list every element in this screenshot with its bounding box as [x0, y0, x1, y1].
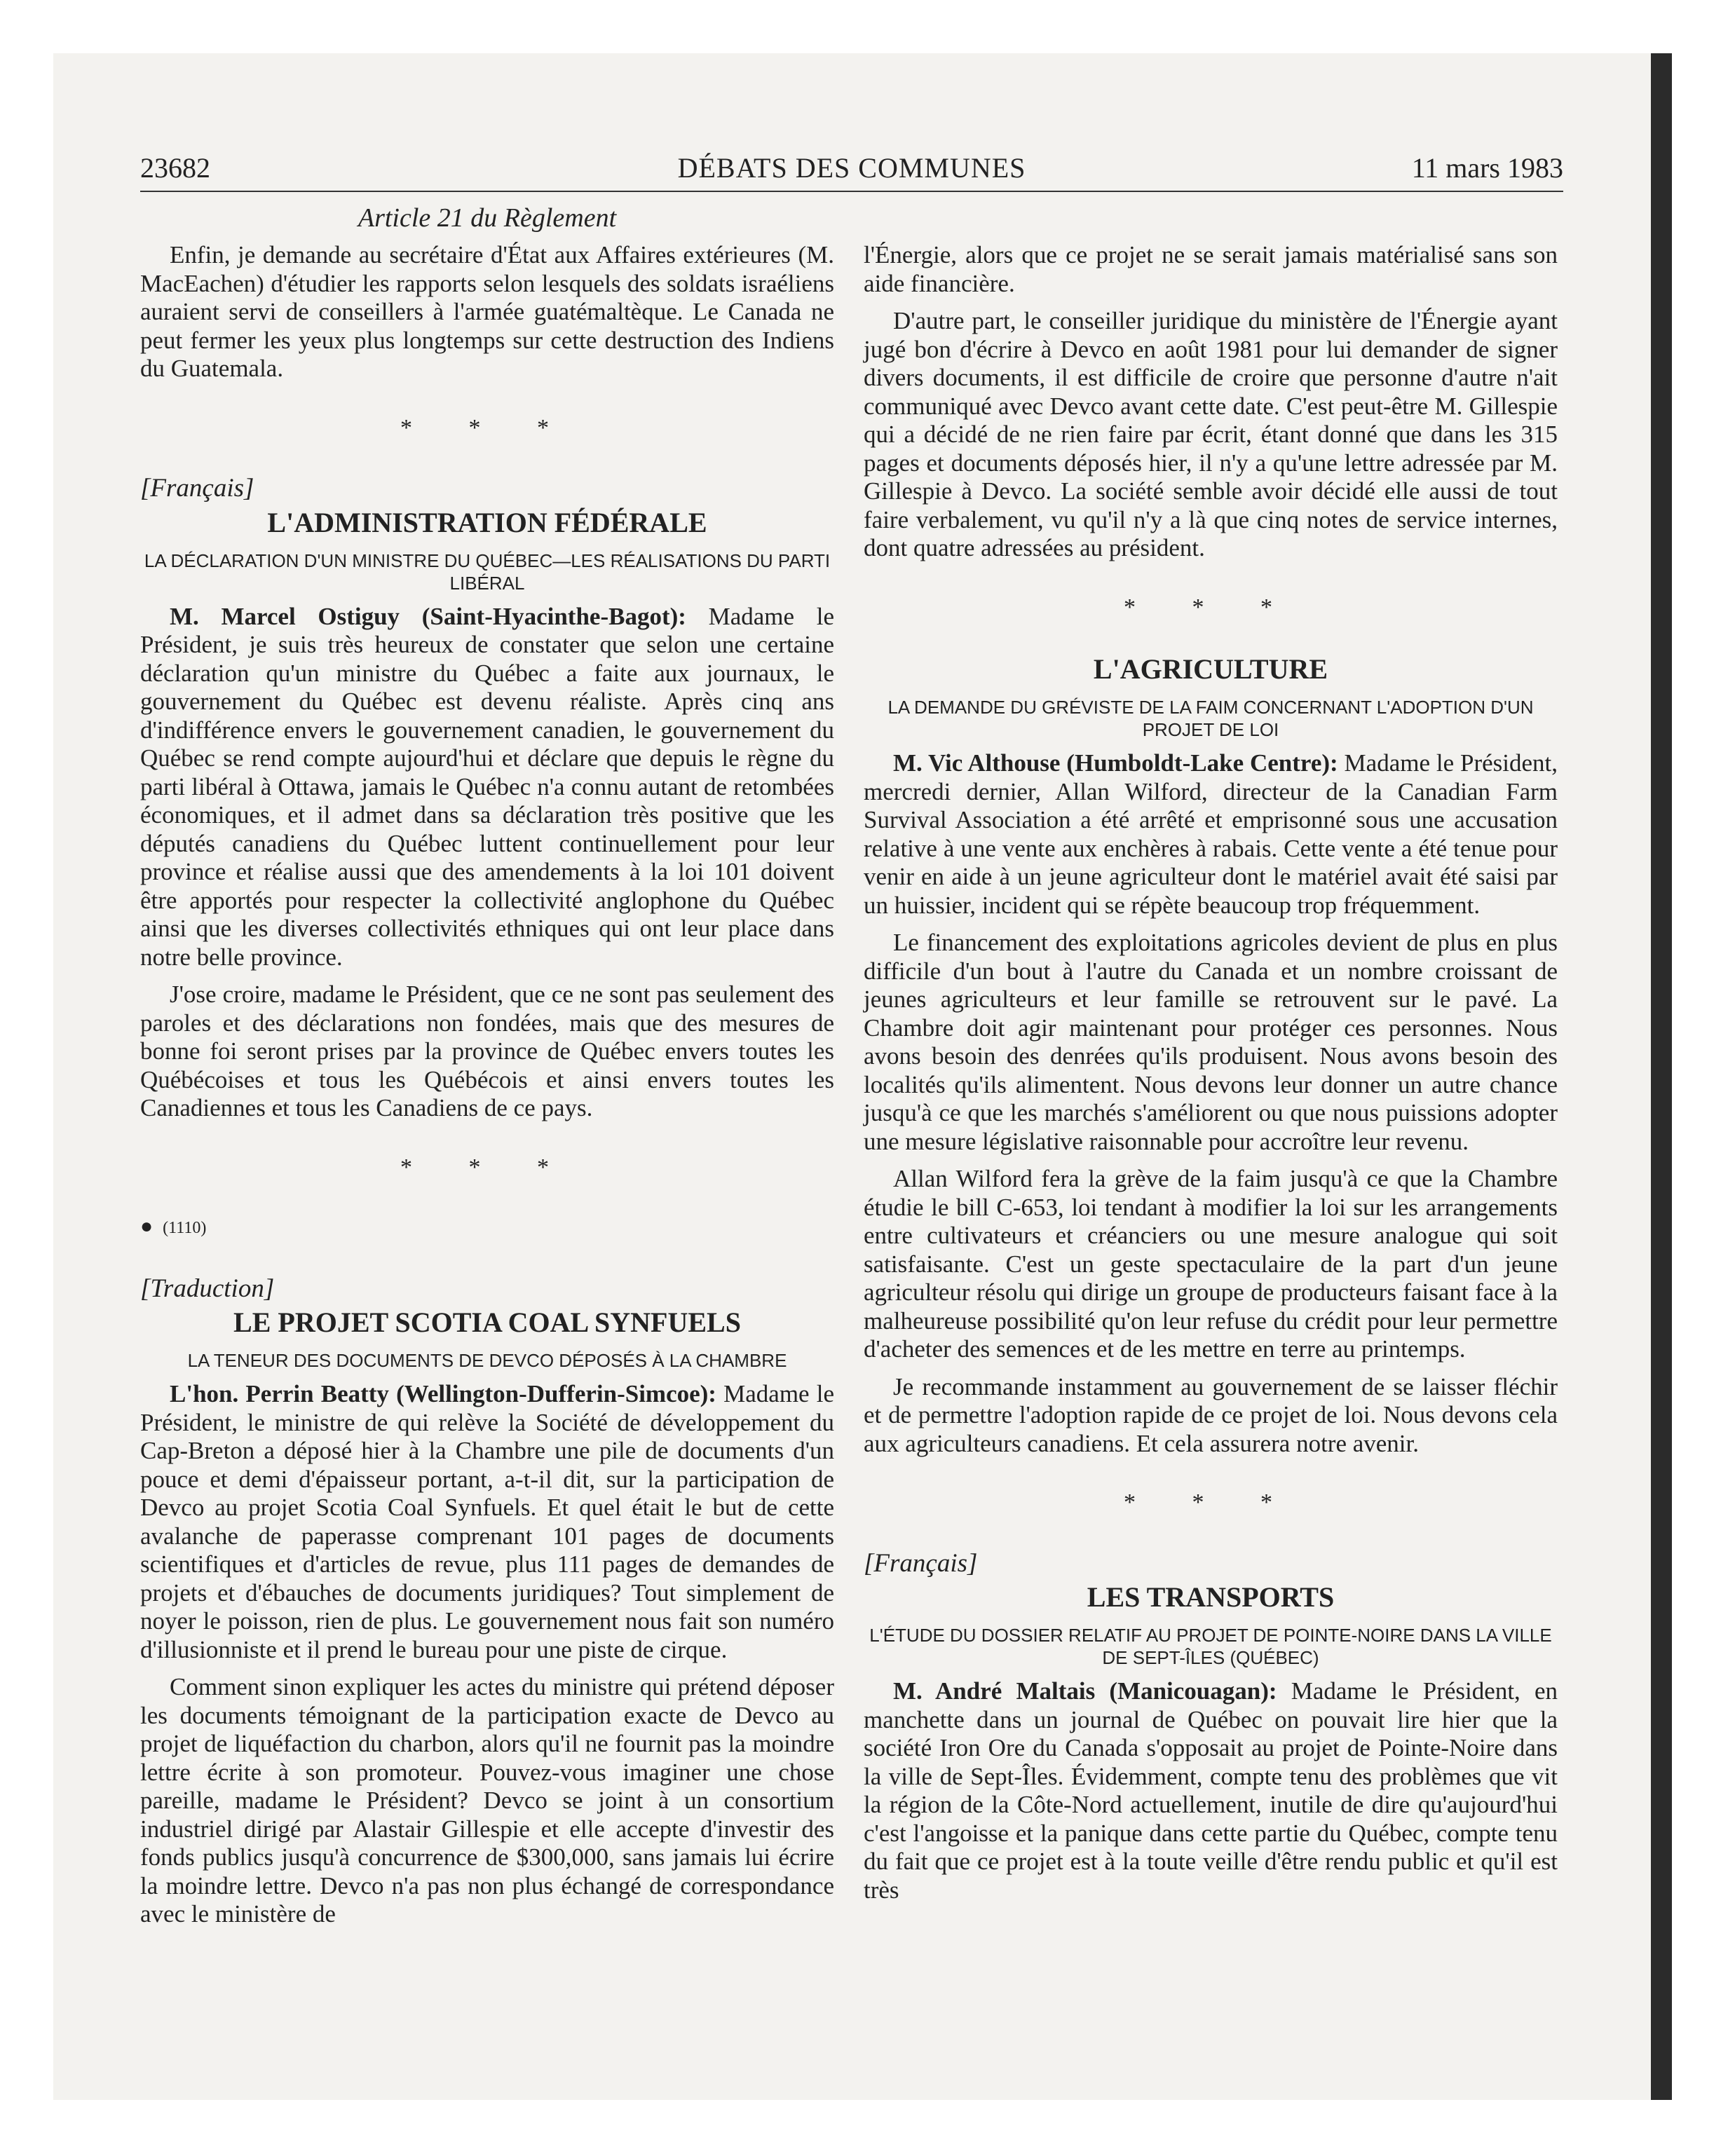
article-reference: Article 21 du Règlement [358, 203, 617, 233]
section-separator: * * * [1124, 1489, 1298, 1515]
paragraph: Je recommande instamment au gouvernement de se laisser fléchir et de permettre l'adoption rapide de ce projet de loi. Nous devons cela aux agriculteurs canadiens. Et cela assurera notre avenir. [864, 1372, 1558, 1457]
paragraph: J'ose croire, madame le Président, que ce ne sont pas seulement des paroles et des déclarations non fondées, mais que des mesures de bonne foi seront prises par la province de Québec envers toutes les Québécoises et tous les Québécois et ainsi envers toutes les Canadiennes et tous les Canadiens de ce pays. [140, 981, 834, 1121]
paragraph: Comment sinon expliquer les actes du ministre qui prétend déposer les documents témoignant de la participation exacte de Devco au projet de liquéfaction du charbon, alors qu'il ne fournit pas la moindre lettre écrite à son promoteur. Pouvez-vous imaginer une chose pareille, madame le Président? Devco se joint à un consortium industriel dirigé par Alastair Gillespie et elle accepte d'investir des fonds publics jusqu'à concurrence de $300,000, sans jamais lui écrire la moindre lettre. Devco n'a pas non plus échangé de correspondance avec le ministère de [140, 1673, 834, 1928]
paragraph: D'autre part, le conseiller juridique du ministère de l'Énergie ayant jugé bon d'écrire à Devco en août 1981 pour lui demander de signer divers documents, il est difficile de croire que personne d'autre n'ait communiqué avec Devco avant cette date. C'est peut-être M. Gillespie qui a décidé de ne rien faire par écrit, étant donné que dans les 315 pages et documents déposés hier, il n'y a qu'une lettre adressée par M. Gillespie à Devco. La société semble avoir décidé elle aussi de tout faire verbalement, vu qu'il n'y a là que cinq notes de service internes, dont quatre adressées au président. [864, 307, 1558, 561]
speech-text: Madame le Président, en manchette dans un journal de Québec on pouvait lire hier que la société Iron Ore du Canada s'opposait au projet de Pointe-Noire dans la ville de Sept-Îles. Évidemment, compte tenu des problèmes que vit la région de la Côte-Nord actuellement, inutile de dire qu'aujourd'hui c'est l'angoisse et la panique dans cette partie du Québec, compte tenu du fait que ce projet est à la toute veille d'être rendu public et qu'il est très [864, 1677, 1558, 1904]
left-column [140, 241, 834, 1938]
paragraph: Allan Wilford fera la grève de la faim jusqu'à ce que la Chambre étudie le bill C-653, loi tendant à modifier la loi sur les arrangements entre cultivateurs et créanciers ou une mesure analogue qui soit satisfaisante. C'est un geste spectaculaire de la part d'un jeune agriculteur résolu qui dirige un groupe de producteurs faisant face à la malheureuse possibilité qu'on leur refuse du crédit pour leur permettre d'acheter des semences et de les mettre en terre au printemps. [864, 1165, 1558, 1363]
publication-title: DÉBATS DES COMMUNES [677, 152, 1026, 184]
section-title: LES TRANSPORTS [1087, 1581, 1335, 1613]
speech-paragraph [140, 603, 834, 972]
speaker-name: M. Marcel Ostiguy (Saint-Hyacinthe-Bagot): [170, 602, 686, 630]
paragraph: l'Énergie, alors que ce projet ne se serait jamais matérialisé sans son aide financière. [864, 241, 1558, 297]
section-title: L'AGRICULTURE [1093, 653, 1328, 685]
timestamp [140, 1213, 834, 1243]
scan-edge-shadow [1651, 53, 1672, 2100]
speech-paragraph [140, 1380, 834, 1664]
speech-paragraph [864, 1677, 1558, 1904]
language-marker: [Français] [864, 1548, 978, 1578]
section-title: LE PROJET SCOTIA COAL SYNFUELS [233, 1306, 741, 1338]
paragraph: Enfin, je demande au secrétaire d'État aux Affaires extérieures (M. MacEachen) d'étudier les rapports selon lesquels des soldats israéliens auraient servi de conseillers à l'armée guatémaltèque. Le Canada ne peut fermer les yeux plus longtemps sur cette destruction des Indiens du Guatemala. [140, 241, 834, 382]
speech-paragraph [864, 749, 1558, 920]
section-separator: * * * [1124, 594, 1298, 620]
speech-text: Madame le Président, je suis très heureux de constater que selon une certaine déclaration qu'un ministre du Québec a faite aux journaux, le gouvernement du Québec est devenu réaliste. Après cinq ans d'indifférence envers le gouvernement canadien, le gouvernement du Québec se rend compte aujourd'hui et déclare que depuis le règne du parti libéral à Ottawa, jamais le Québec n'a connu autant de retombées économiques, et il admet dans sa déclaration très positive que les députés canadiens du Québec luttent continuellement pour leur province et réalise aussi que des amendements à la loi 101 doivent être apportés pour respecter la collectivité anglophone du Québec ainsi que les diverses collectivités ethniques qui ont leur place dans notre belle province. [140, 602, 834, 971]
paragraph: Le financement des exploitations agricoles devient de plus en plus difficile d'un bout à l'autre du Canada et un nombre croissant de jeunes agriculteurs et leur famille se retrouvent sur le pavé. La Chambre doit agir maintenant pour protéger ces personnes. Nous avons besoin des denrées qu'ils produisent. Nous avons besoin des localités qu'ils alimentent. Nous devons leur donner un autre chance jusqu'à ce que les marchés s'améliorent ou que nous puissions adopter une mesure législative raisonnable pour accroître leur revenu. [864, 929, 1558, 1155]
bullet-icon: ● [140, 1215, 154, 1238]
speaker-name: M. Vic Althouse (Humboldt-Lake Centre): [893, 749, 1338, 777]
timestamp-text: (1110) [163, 1219, 207, 1237]
language-marker: [Français] [140, 474, 254, 503]
page-header [140, 149, 1563, 192]
speech-text: Madame le Président, le ministre de qui relève la Société de développement du Cap-Breton a déposé hier à la Chambre une pile de documents d'un pouce et demi d'épaisseur portant, a-t-il dit, sur la participation de Devco au projet Scotia Coal Synfuels. Et quel était le but de cette avalanche de paperasse comprenant 101 pages de documents scientifiques et d'articles de revue, plus 111 pages de demandes de projets et d'ébauches de documents juridiques? Tout simplement de noyer le poisson, rien de plus. Le gouvernement nous fait son numéro d'illusionniste et il prend le bureau pour une piste de cirque. [140, 1380, 835, 1663]
language-marker: [Traduction] [140, 1274, 275, 1303]
publication-date: 11 mars 1983 [1411, 152, 1563, 184]
section-subtitle: LA TENEUR DES DOCUMENTS DE DEVCO DÉPOSÉS À LA CHAMBRE [187, 1350, 787, 1371]
right-column [864, 241, 1558, 1913]
section-separator: * * * [400, 1154, 574, 1180]
section-subtitle: LA DÉCLARATION D'UN MINISTRE DU QUÉBEC—LES RÉALISATIONS DU PARTI LIBÉRAL [144, 550, 831, 594]
speech-text: Madame le Président, mercredi dernier, Allan Wilford, directeur de la Canadian Farm Survival Association a été arrêté et emprisonné sous une accusation relative à une vente aux enchères à rabais. Cette vente a été tenue pour venir en aide à un jeune agriculteur dont le matériel avait été saisi par un huissier, incident qui se répète beaucoup trop fréquemment. [864, 749, 1558, 919]
section-subtitle: LA DEMANDE DU GRÉVISTE DE LA FAIM CONCERNANT L'ADOPTION D'UN PROJET DE LOI [887, 697, 1534, 740]
speaker-name: L'hon. Perrin Beatty (Wellington-Dufferin-Simcoe): [170, 1380, 716, 1407]
page-number: 23682 [140, 152, 210, 184]
speaker-name: M. André Maltais (Manicouagan): [893, 1677, 1277, 1705]
section-title: L'ADMINISTRATION FÉDÉRALE [267, 506, 707, 538]
section-subtitle: L'ÉTUDE DU DOSSIER RELATIF AU PROJET DE POINTE-NOIRE DANS LA VILLE DE SEPT-ÎLES (QUÉBEC) [869, 1625, 1552, 1668]
section-separator: * * * [400, 414, 574, 441]
